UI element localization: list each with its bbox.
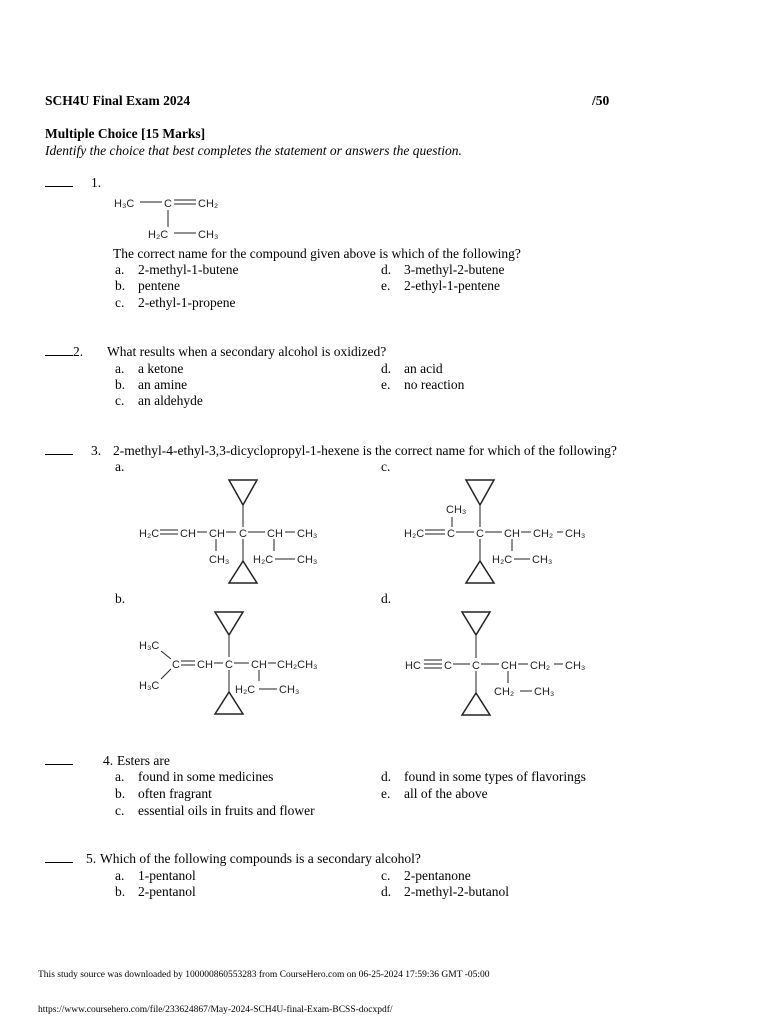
q3-option-c-label[interactable]: c.	[381, 459, 391, 474]
q1-ch2: CH₂	[198, 198, 219, 210]
q3-option-b-label[interactable]: b.	[115, 591, 126, 606]
answer-blank-2[interactable]	[45, 344, 73, 360]
answer-blank-1[interactable]	[45, 175, 73, 191]
sa-h2c: H₂C	[139, 528, 160, 540]
q5-option-d[interactable]	[381, 884, 509, 900]
question-number-4: 4.	[103, 753, 114, 768]
q2-option-a[interactable]	[115, 361, 184, 377]
sc-c2: C	[476, 528, 484, 540]
sb-ch3: CH₃	[279, 684, 300, 696]
option-text: found in some medicines	[138, 769, 274, 784]
sc-ch2: CH₂	[533, 528, 554, 540]
q2-option-b[interactable]	[115, 377, 188, 393]
option-letter: c.	[115, 393, 125, 408]
option-letter: d.	[381, 884, 392, 899]
answer-blank-3[interactable]	[45, 443, 73, 459]
question-number-2: 2.	[73, 344, 84, 359]
sa-ch3b: CH₃	[209, 554, 230, 566]
option-text: an acid	[404, 361, 443, 376]
sd-ch: CH	[501, 660, 517, 672]
option-letter: e.	[381, 278, 391, 293]
answer-blank-4[interactable]	[45, 753, 73, 769]
q1-h3c: H₃C	[114, 198, 135, 210]
q1-option-d[interactable]	[381, 262, 505, 278]
sb-h3c-top: H₃C	[139, 640, 160, 652]
q1-prompt: The correct name for the compound given above is which of the following?	[113, 246, 521, 261]
sd-c2: C	[472, 660, 480, 672]
sd-ch2: CH₂	[530, 660, 551, 672]
option-text: an amine	[138, 377, 188, 392]
q2-option-d[interactable]	[381, 361, 443, 377]
sd-ch3b: CH₃	[534, 686, 555, 698]
option-text: 2-methyl-2-butanol	[404, 884, 509, 899]
q4-option-e[interactable]	[381, 786, 488, 802]
sa-h2c2: H₂C	[253, 554, 274, 566]
q5-prompt: Which of the following compounds is a secondary alcohol?	[100, 851, 421, 866]
q5-option-b[interactable]	[115, 884, 196, 900]
sb-ch: CH	[197, 659, 213, 671]
sc-ch: CH	[504, 528, 520, 540]
option-letter: b.	[115, 377, 126, 392]
option-text: 3-methyl-2-butene	[404, 262, 505, 277]
sa-ch3: CH	[267, 528, 283, 540]
sc-ch3top: CH₃	[446, 504, 467, 516]
option-text: found in some types of flavorings	[404, 769, 586, 784]
q1-option-c[interactable]	[115, 295, 236, 311]
sa-ch3end: CH₃	[297, 528, 318, 540]
section-instructions: Identify the choice that best completes the statement or answers the question.	[45, 143, 462, 158]
sa-ch2: CH	[209, 528, 225, 540]
option-text: 2-ethyl-1-pentene	[404, 278, 500, 293]
option-text: 2-ethyl-1-propene	[138, 295, 236, 310]
sc-ch3b: CH₃	[532, 554, 553, 566]
option-text: pentene	[138, 278, 180, 293]
sd-c1: C	[444, 660, 452, 672]
option-letter: a.	[115, 769, 125, 784]
question-number-1: 1.	[91, 175, 102, 190]
q1-ch3: CH₃	[198, 229, 219, 241]
option-text: an aldehyde	[138, 393, 203, 408]
sb-ch2ch3: CH₂CH₃	[277, 659, 318, 671]
option-letter: c.	[115, 295, 125, 310]
option-text: a ketone	[138, 361, 184, 376]
q1-option-a[interactable]	[115, 262, 239, 278]
option-letter: b.	[115, 786, 126, 801]
exam-title: SCH4U Final Exam 2024	[45, 93, 191, 108]
sc-h2c: H₂C	[404, 528, 425, 540]
option-text: 2-pentanone	[404, 868, 471, 883]
footer-url[interactable]: https://www.coursehero.com/file/233624867/May-2024-SCH4U-final-Exam-BCSS-docxpdf/	[38, 1005, 393, 1015]
q1-option-b[interactable]	[115, 278, 180, 294]
q1-option-e[interactable]	[381, 278, 500, 294]
sc-h2c2: H₂C	[492, 554, 513, 566]
sc-ch3: CH₃	[565, 528, 586, 540]
q4-option-b[interactable]	[115, 786, 212, 802]
q1-h2c: H₂C	[148, 229, 169, 241]
option-text: no reaction	[404, 377, 465, 392]
q3-structure-d	[400, 607, 600, 722]
question-number-5: 5.	[86, 851, 97, 866]
q3-prompt: 2-methyl-4-ethyl-3,3-dicyclopropyl-1-hexene is the correct name for which of the following?	[113, 443, 617, 458]
sb-ch2: CH	[251, 659, 267, 671]
option-letter: a.	[115, 868, 125, 883]
option-letter: a.	[115, 262, 125, 277]
q3-structure-a	[135, 475, 335, 590]
option-letter: d.	[381, 262, 392, 277]
option-text: essential oils in fruits and flower	[138, 803, 315, 818]
option-text: all of the above	[404, 786, 488, 801]
sb-c2: C	[225, 659, 233, 671]
sd-ch3: CH₃	[565, 660, 586, 672]
q4-option-c[interactable]	[115, 803, 315, 819]
option-letter: e.	[381, 377, 391, 392]
question-number-3: 3.	[91, 443, 102, 458]
option-letter: c.	[381, 868, 391, 883]
q3-structure-c	[400, 475, 600, 590]
sa-ch3c: CH₃	[297, 554, 318, 566]
sb-h3c-bot: H₃C	[139, 680, 160, 692]
option-letter: d.	[381, 361, 392, 376]
option-letter: b.	[115, 884, 126, 899]
option-text: often fragrant	[138, 786, 212, 801]
option-letter: e.	[381, 786, 391, 801]
sb-h2c: H₂C	[235, 684, 256, 696]
option-text: 2-methyl-1-butene	[138, 262, 239, 277]
q4-option-a[interactable]	[115, 769, 274, 785]
option-text: 2-pentanol	[138, 884, 196, 899]
option-letter: b.	[115, 278, 126, 293]
sd-ch2b: CH₂	[494, 686, 515, 698]
q4-prompt: Esters are	[117, 753, 170, 768]
q2-option-e[interactable]	[381, 377, 465, 393]
q5-option-c[interactable]	[381, 868, 471, 884]
sa-c: C	[239, 528, 247, 540]
section-title: Multiple Choice [15 Marks]	[45, 126, 206, 141]
q4-option-d[interactable]	[381, 769, 586, 785]
q1-structure	[110, 190, 240, 245]
q2-option-c[interactable]	[115, 393, 203, 409]
exam-score: /50	[592, 93, 610, 108]
q3-option-d-label[interactable]: d.	[381, 591, 392, 606]
option-letter: a.	[115, 361, 125, 376]
answer-blank-5[interactable]	[45, 851, 73, 867]
sa-ch1: CH	[180, 528, 196, 540]
option-letter: c.	[115, 803, 125, 818]
q3-structure-b	[135, 607, 335, 722]
q2-prompt: What results when a secondary alcohol is oxidized?	[107, 344, 387, 359]
footer-source: This study source was downloaded by 100000860553283 from CourseHero.com on 06-25-2024 17:59:36 GMT -05:00	[38, 970, 490, 980]
option-letter: d.	[381, 769, 392, 784]
option-text: 1-pentanol	[138, 868, 196, 883]
q1-c: C	[164, 198, 172, 210]
sb-c: C	[172, 659, 180, 671]
q5-option-a[interactable]	[115, 868, 196, 884]
sc-c1: C	[447, 528, 455, 540]
q3-option-a-label[interactable]: a.	[115, 459, 125, 474]
sd-hc: HC	[405, 660, 421, 672]
